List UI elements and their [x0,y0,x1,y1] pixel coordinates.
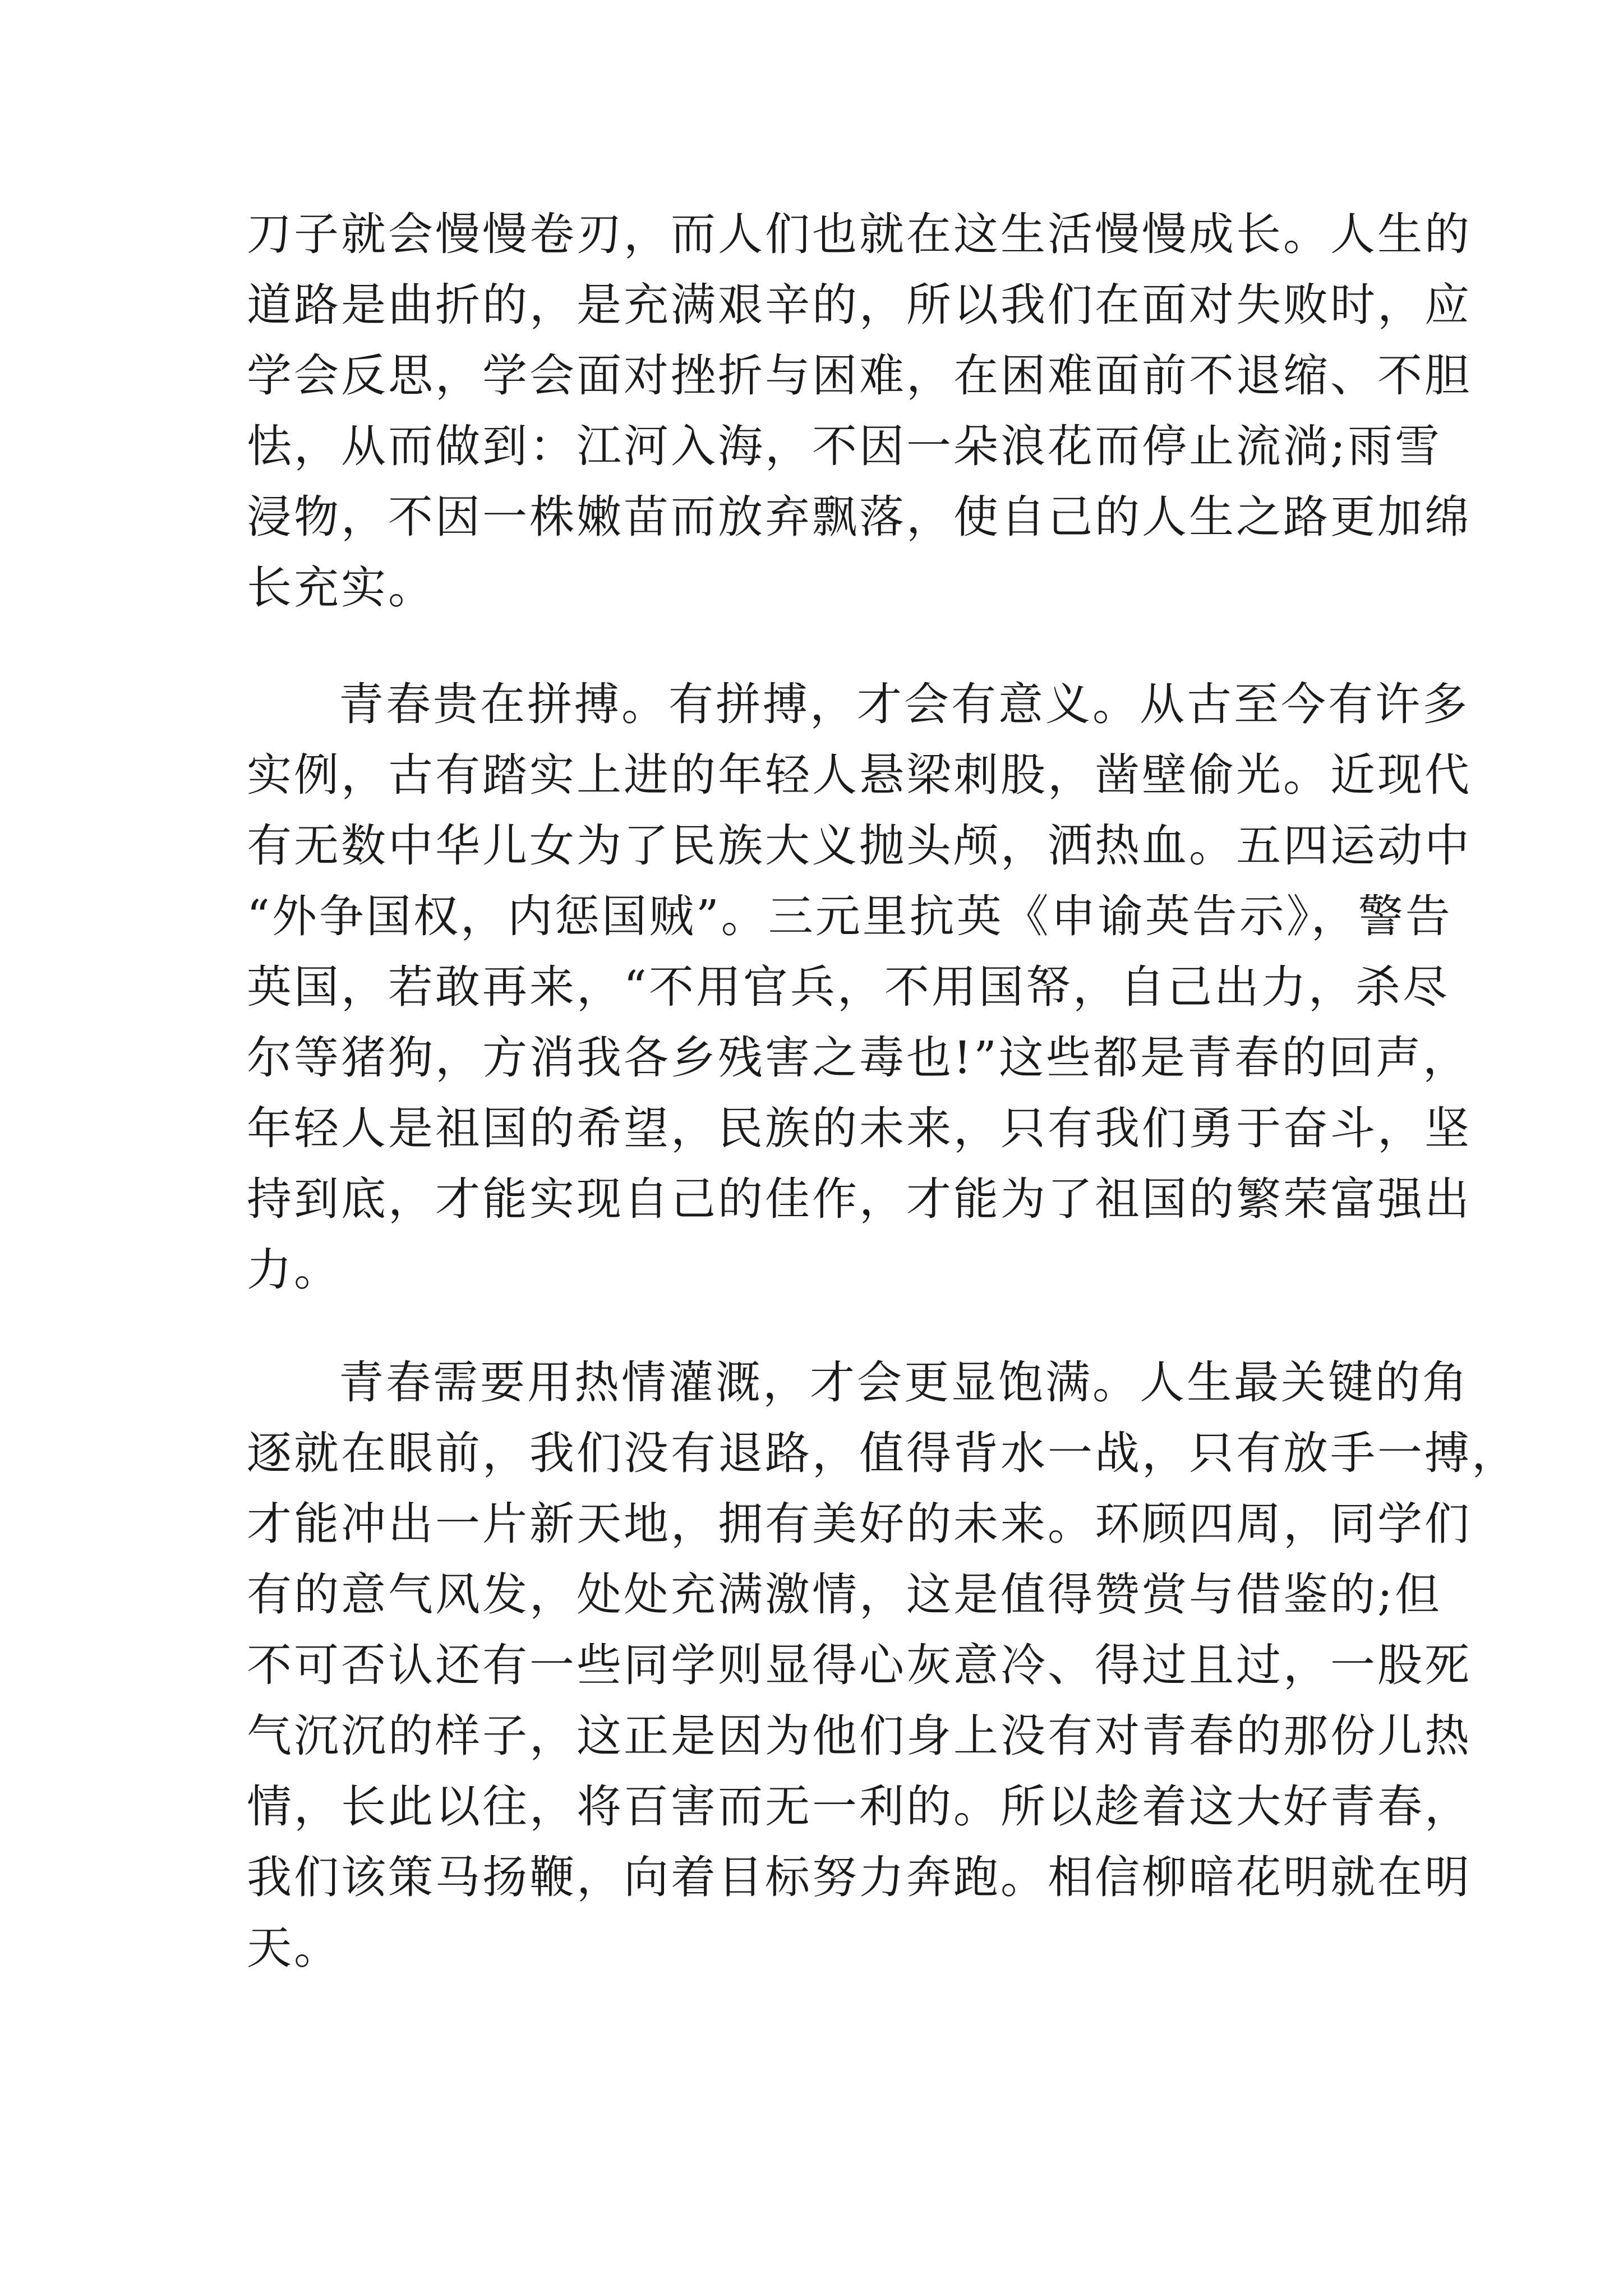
text-line: 年轻人是祖国的希望，民族的未来，只有我们勇于奋斗，坚 [247,1102,1472,1154]
text-line: 学会反思，学会面对挫折与困难，在困难面前不退缩、不胆 [247,349,1472,402]
paragraph-3 [247,1347,1519,1984]
text-line: 英国，若敢再来，“不用官兵，不用国帑，自己出力，杀尽 [247,961,1450,1013]
text-line: 浸物，不因一株嫩苗而放弃飘落，使自己的人生之路更加绵 [247,491,1472,543]
text-line: 气沉沉的样子，这正是因为他们身上没有对青春的那份儿热 [247,1710,1472,1762]
text-line: 天。 [247,1922,341,1974]
text-line: 青春需要用热情灌溉，才会更显饱满。人生最关键的角 [339,1356,1469,1409]
text-line: “外争国权，内惩国贼”。三元里抗英《申谕英告示》，警告 [247,890,1453,942]
text-line: 持到底，才能实现自己的佳作，才能为了祖国的繁荣富强出 [247,1173,1472,1225]
text-line: 才能冲出一片新天地，拥有美好的未来。环顾四周，同学们 [247,1498,1472,1550]
text-line: 刀子就会慢慢卷刃，而人们也就在这生活慢慢成长。人生的 [247,208,1472,260]
text-line: 不可否认还有一些同学则显得心灰意冷、得过且过，一股死 [247,1639,1472,1691]
text-line: 情，长此以往，将百害而无一利的。所以趁着这大好青春， [247,1780,1472,1833]
text-line: 逐就在眼前，我们没有退路，值得背水一战，只有放手一搏， [247,1427,1519,1479]
text-line: 力。 [247,1244,341,1296]
text-line: 长充实。 [247,562,435,614]
text-line: 有无数中华儿女为了民族大义抛头颅，洒热血。五四运动中 [247,820,1472,872]
text-line: 青春贵在拼搏。有拼搏，才会有意义。从古至今有许多 [339,678,1469,730]
text-line: 怯，从而做到：江河入海，不因一朵浪花而停止流淌;雨雪 [247,420,1442,472]
text-line: 我们该策马扬鞭，向着目标努力奔跑。相信柳暗花明就在明 [247,1851,1472,1903]
text-line: 实例，古有踏实上进的年轻人悬梁刺股，凿壁偷光。近现代 [247,749,1472,801]
paragraph-1 [247,199,1472,623]
text-line: 有的意气风发，处处充满激情，这是值得赞赏与借鉴的;但 [247,1568,1442,1621]
paragraph-2 [247,669,1472,1305]
text-line: 道路是曲折的，是充满艰辛的，所以我们在面对失败时，应 [247,279,1472,331]
text-line: 尔等猪狗，方消我各乡残害之毒也!”这些都是青春的回声， [247,1032,1470,1084]
